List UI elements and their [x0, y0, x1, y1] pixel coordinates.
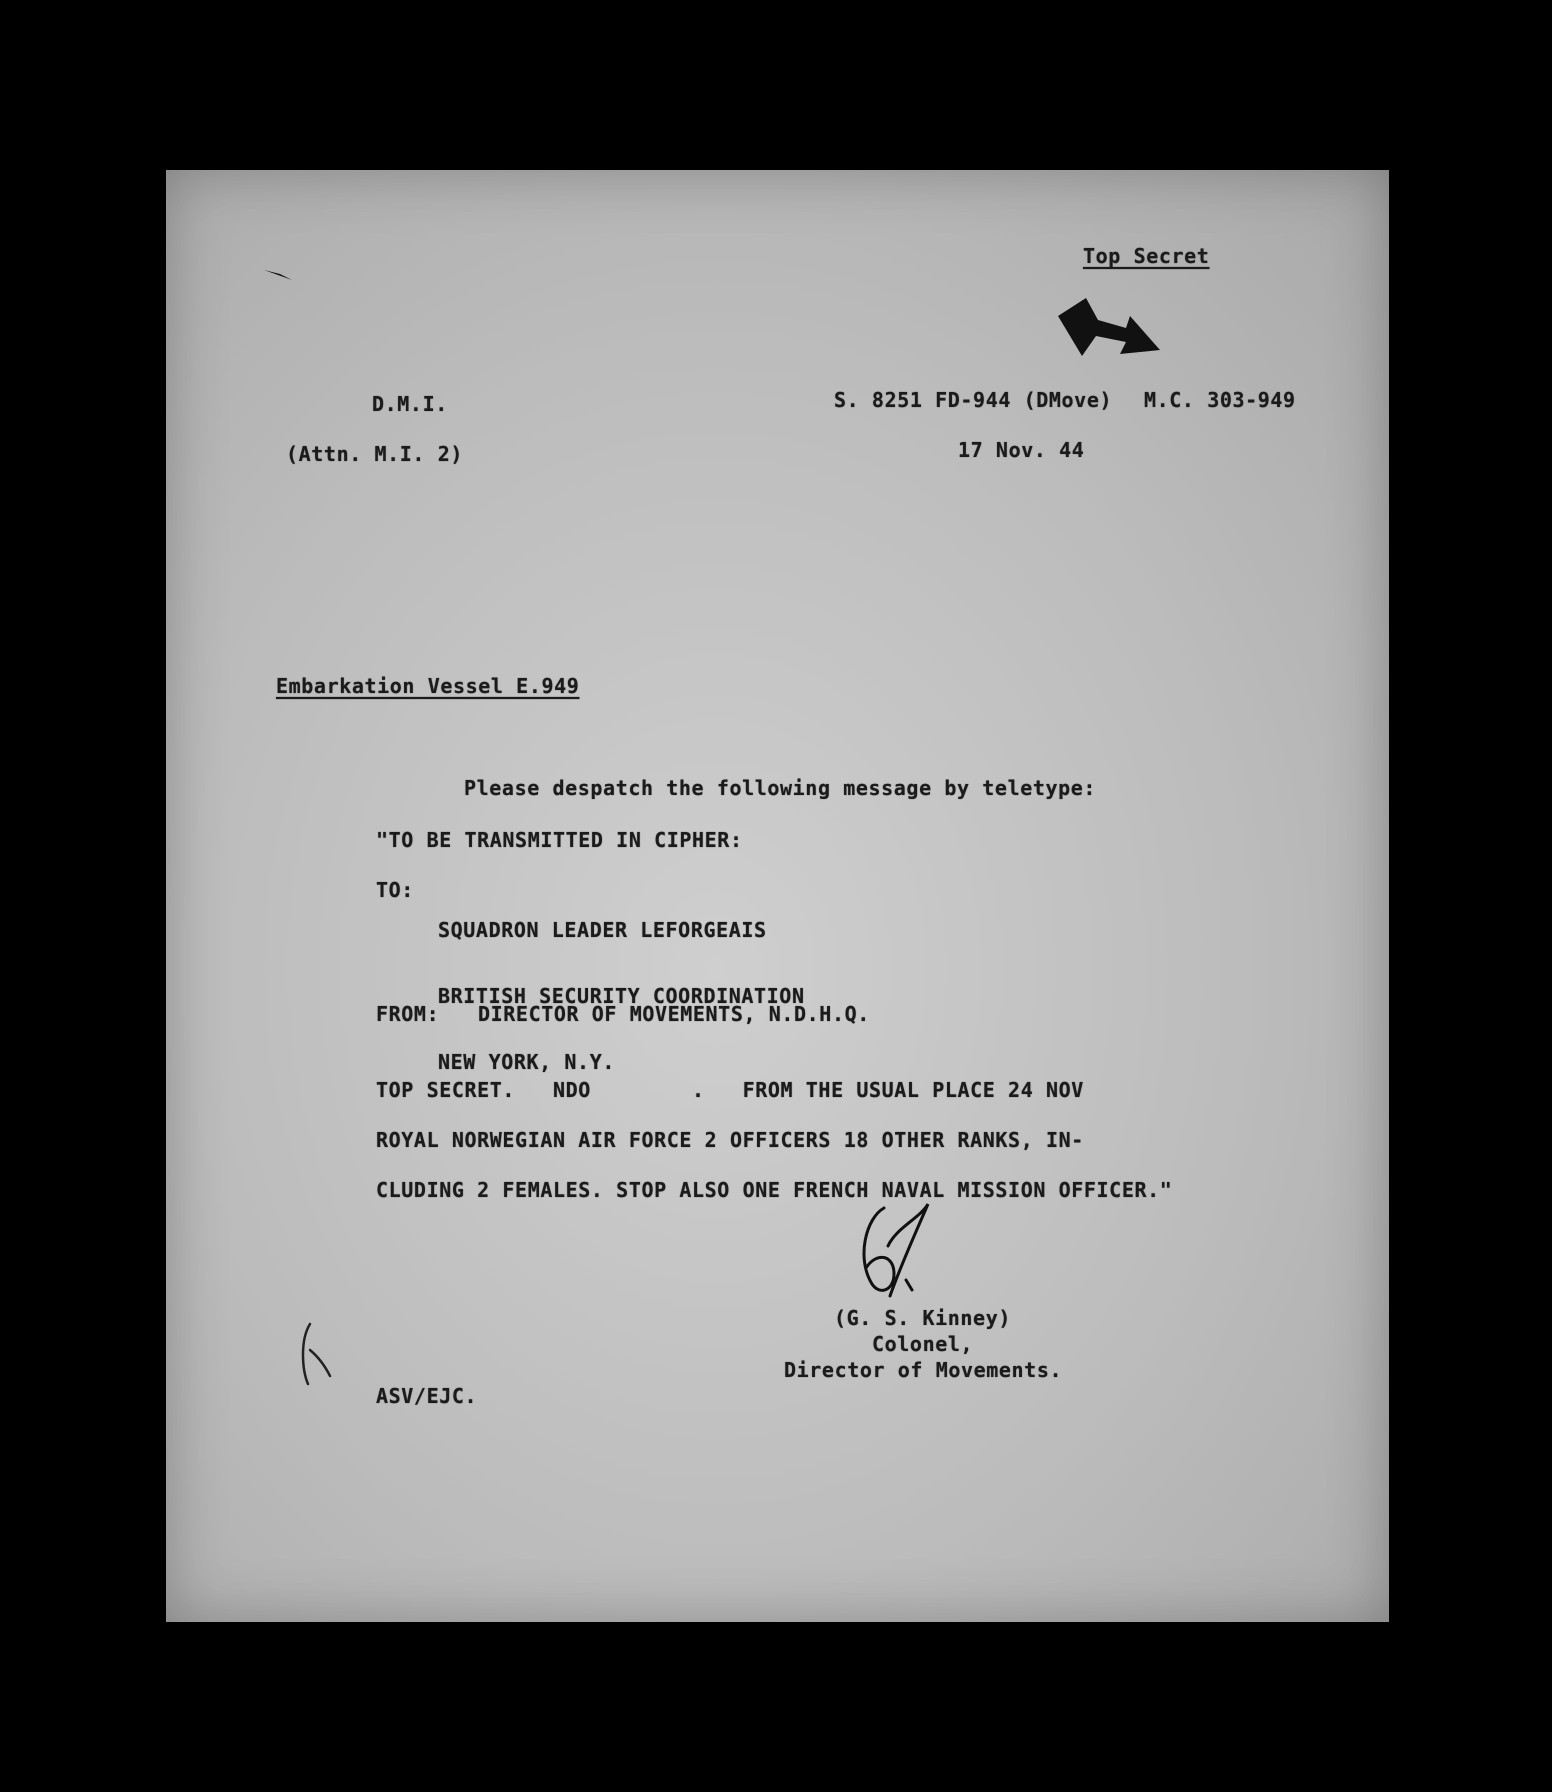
pen-mark-icon [262, 266, 296, 286]
to-label: TO: [376, 878, 414, 902]
subject-line: Embarkation Vessel E.949 [276, 674, 580, 698]
message-line-1: TOP SECRET. NDO . FROM THE USUAL PLACE 24 NOV [376, 1078, 1084, 1102]
message-line-2: ROYAL NORWEGIAN AIR FORCE 2 OFFICERS 18 OTHER RANKS, IN- [376, 1128, 1084, 1152]
typist-initials: ASV/EJC. [376, 1384, 478, 1408]
message-line-3: CLUDING 2 FEMALES. STOP ALSO ONE FRENCH NAVAL MISSION OFFICER." [376, 1178, 1173, 1202]
signatory-name: (G. S. Kinney) [834, 1306, 1011, 1330]
classification-label: Top Secret [1083, 244, 1210, 268]
to-line-1: SQUADRON LEADER LEFORGEAIS [438, 918, 767, 942]
handwritten-initial-icon [292, 1320, 342, 1390]
to-line-3: NEW YORK, N.Y. [438, 1050, 615, 1074]
intro-line: Please despatch the following message by teletype: [464, 776, 1097, 800]
signatory-rank: Colonel, [872, 1332, 974, 1356]
file-reference: S. 8251 FD-944 (DMove) [834, 388, 1113, 412]
document-date: 17 Nov. 44 [958, 438, 1085, 462]
addressee: D.M.I. [372, 392, 448, 416]
from-label: FROM: [376, 1002, 440, 1026]
cipher-note: "TO BE TRANSMITTED IN CIPHER: [376, 828, 743, 852]
from-value: DIRECTOR OF MOVEMENTS, N.D.H.Q. [478, 1002, 870, 1026]
handwritten-signature-icon [836, 1198, 946, 1308]
document-page [166, 170, 1389, 1622]
arrow-stamp-icon [1056, 290, 1166, 370]
message-reference: M.C. 303-949 [1144, 388, 1296, 412]
attention-line: (Attn. M.I. 2) [286, 442, 463, 466]
to-line-2: BRITISH SECURITY COORDINATION [438, 984, 805, 1008]
signatory-title: Director of Movements. [784, 1358, 1063, 1382]
